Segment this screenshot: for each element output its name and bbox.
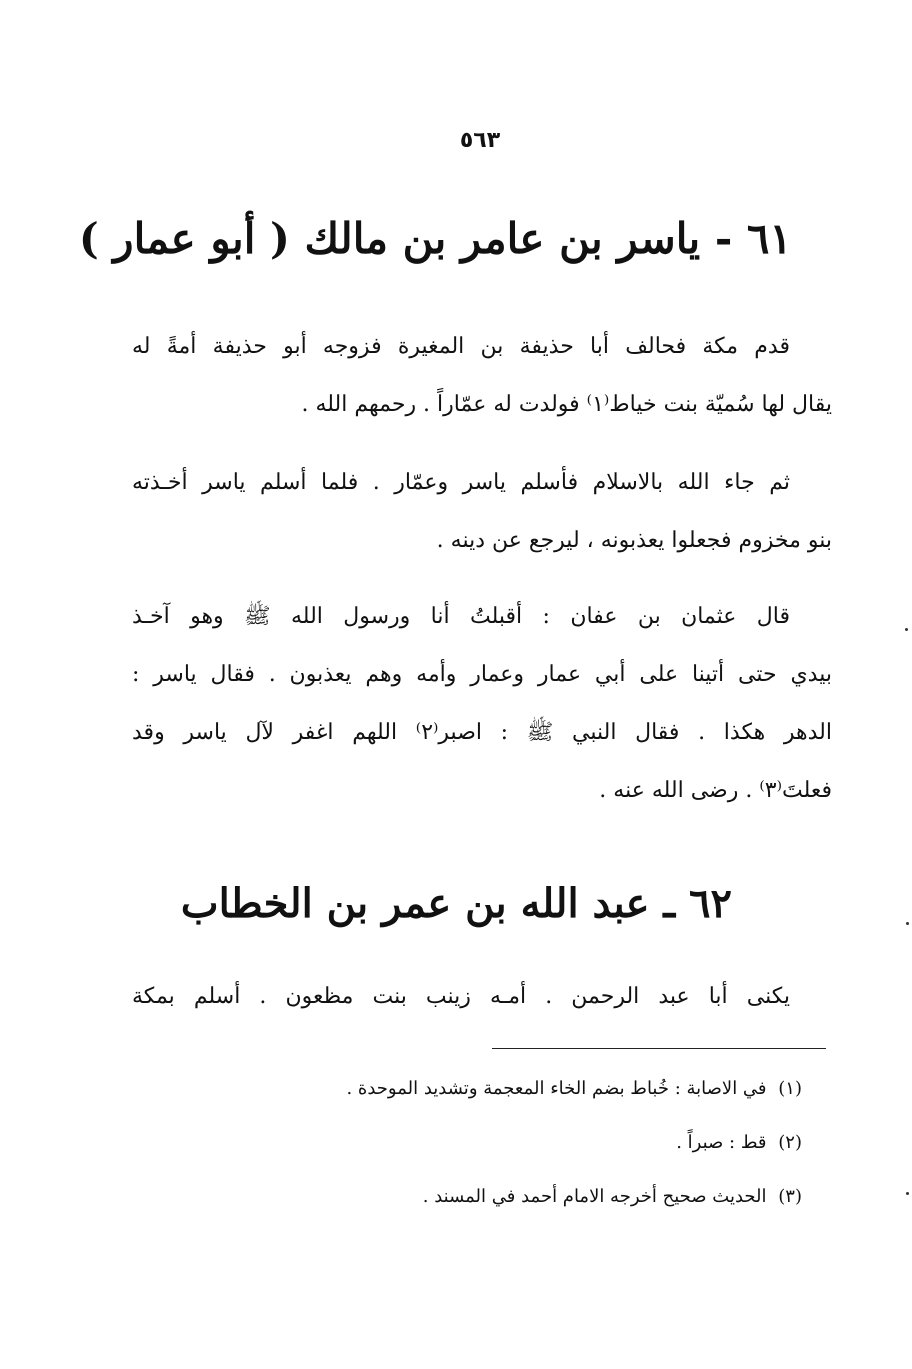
footnotes <box>160 1062 802 1224</box>
paragraph <box>132 454 832 570</box>
text-line: يقال لها سُميّة بنت خياط⁽١⁾ فولدت له عمّاراً . رحمهم الله . <box>301 392 832 417</box>
footnote-text: في الاصابة : خُباط بضم الخاء المعجمة وتشديد الموحدة . <box>346 1078 767 1099</box>
text-line: الدهر هكذا . فقال النبي ﷺ : اصبر⁽٢⁾ اللهم اغفر لآل ياسر وقد <box>132 720 832 745</box>
section-heading-62: ٦٢ ـ عبد الله بن عمر بن الخطاب <box>180 880 732 927</box>
footnote-number: (١) <box>778 1078 802 1099</box>
footnote <box>160 1170 802 1224</box>
text-line: ثم جاء الله بالاسلام فأسلم ياسر وعمّار . فلما أسلم ياسر أخـذته <box>132 470 790 495</box>
footnote-separator <box>492 1048 826 1049</box>
text-line: قدم مكة فحالف أبا حذيفة بن المغيرة فزوجه أبو حذيفة أمةً له <box>132 334 790 359</box>
paragraph <box>132 588 832 820</box>
footnote-text: قط : صبراً . <box>676 1132 767 1153</box>
paragraph <box>132 318 832 434</box>
page-number: ٥٦٣ <box>459 128 501 153</box>
footnote <box>160 1116 802 1170</box>
footnote <box>160 1062 802 1116</box>
paragraph <box>132 968 832 1026</box>
scan-speck <box>906 1192 909 1195</box>
section-heading-61: ٦١ - ياسر بن عامر بن مالك ( أبو عمار ) <box>78 214 792 263</box>
text-line: بنو مخزوم فجعلوا يعذبونه ، ليرجع عن دينه . <box>436 528 832 553</box>
text-line: فعلتَ⁽٣⁾ . رضى الله عنه . <box>599 778 832 803</box>
text-line: يكنى أبا عبد الرحمن . أمـه زينب بنت مظعون . أسلم بمكة <box>132 984 790 1009</box>
scan-speck <box>906 922 909 925</box>
footnote-text: الحديث صحيح أخرجه الامام أحمد في المسند . <box>422 1186 767 1207</box>
scan-speck <box>905 628 908 631</box>
footnote-number: (٢) <box>778 1132 802 1153</box>
text-line: بيدي حتى أتينا على أبي عمار وعمار وأمه وهم يعذبون . فقال ياسر : <box>132 662 832 687</box>
footnote-number: (٣) <box>778 1186 802 1207</box>
text-line: قال عثمان بن عفان : أقبلتُ أنا ورسول الله ﷺ وهو آخـذ <box>132 604 790 629</box>
